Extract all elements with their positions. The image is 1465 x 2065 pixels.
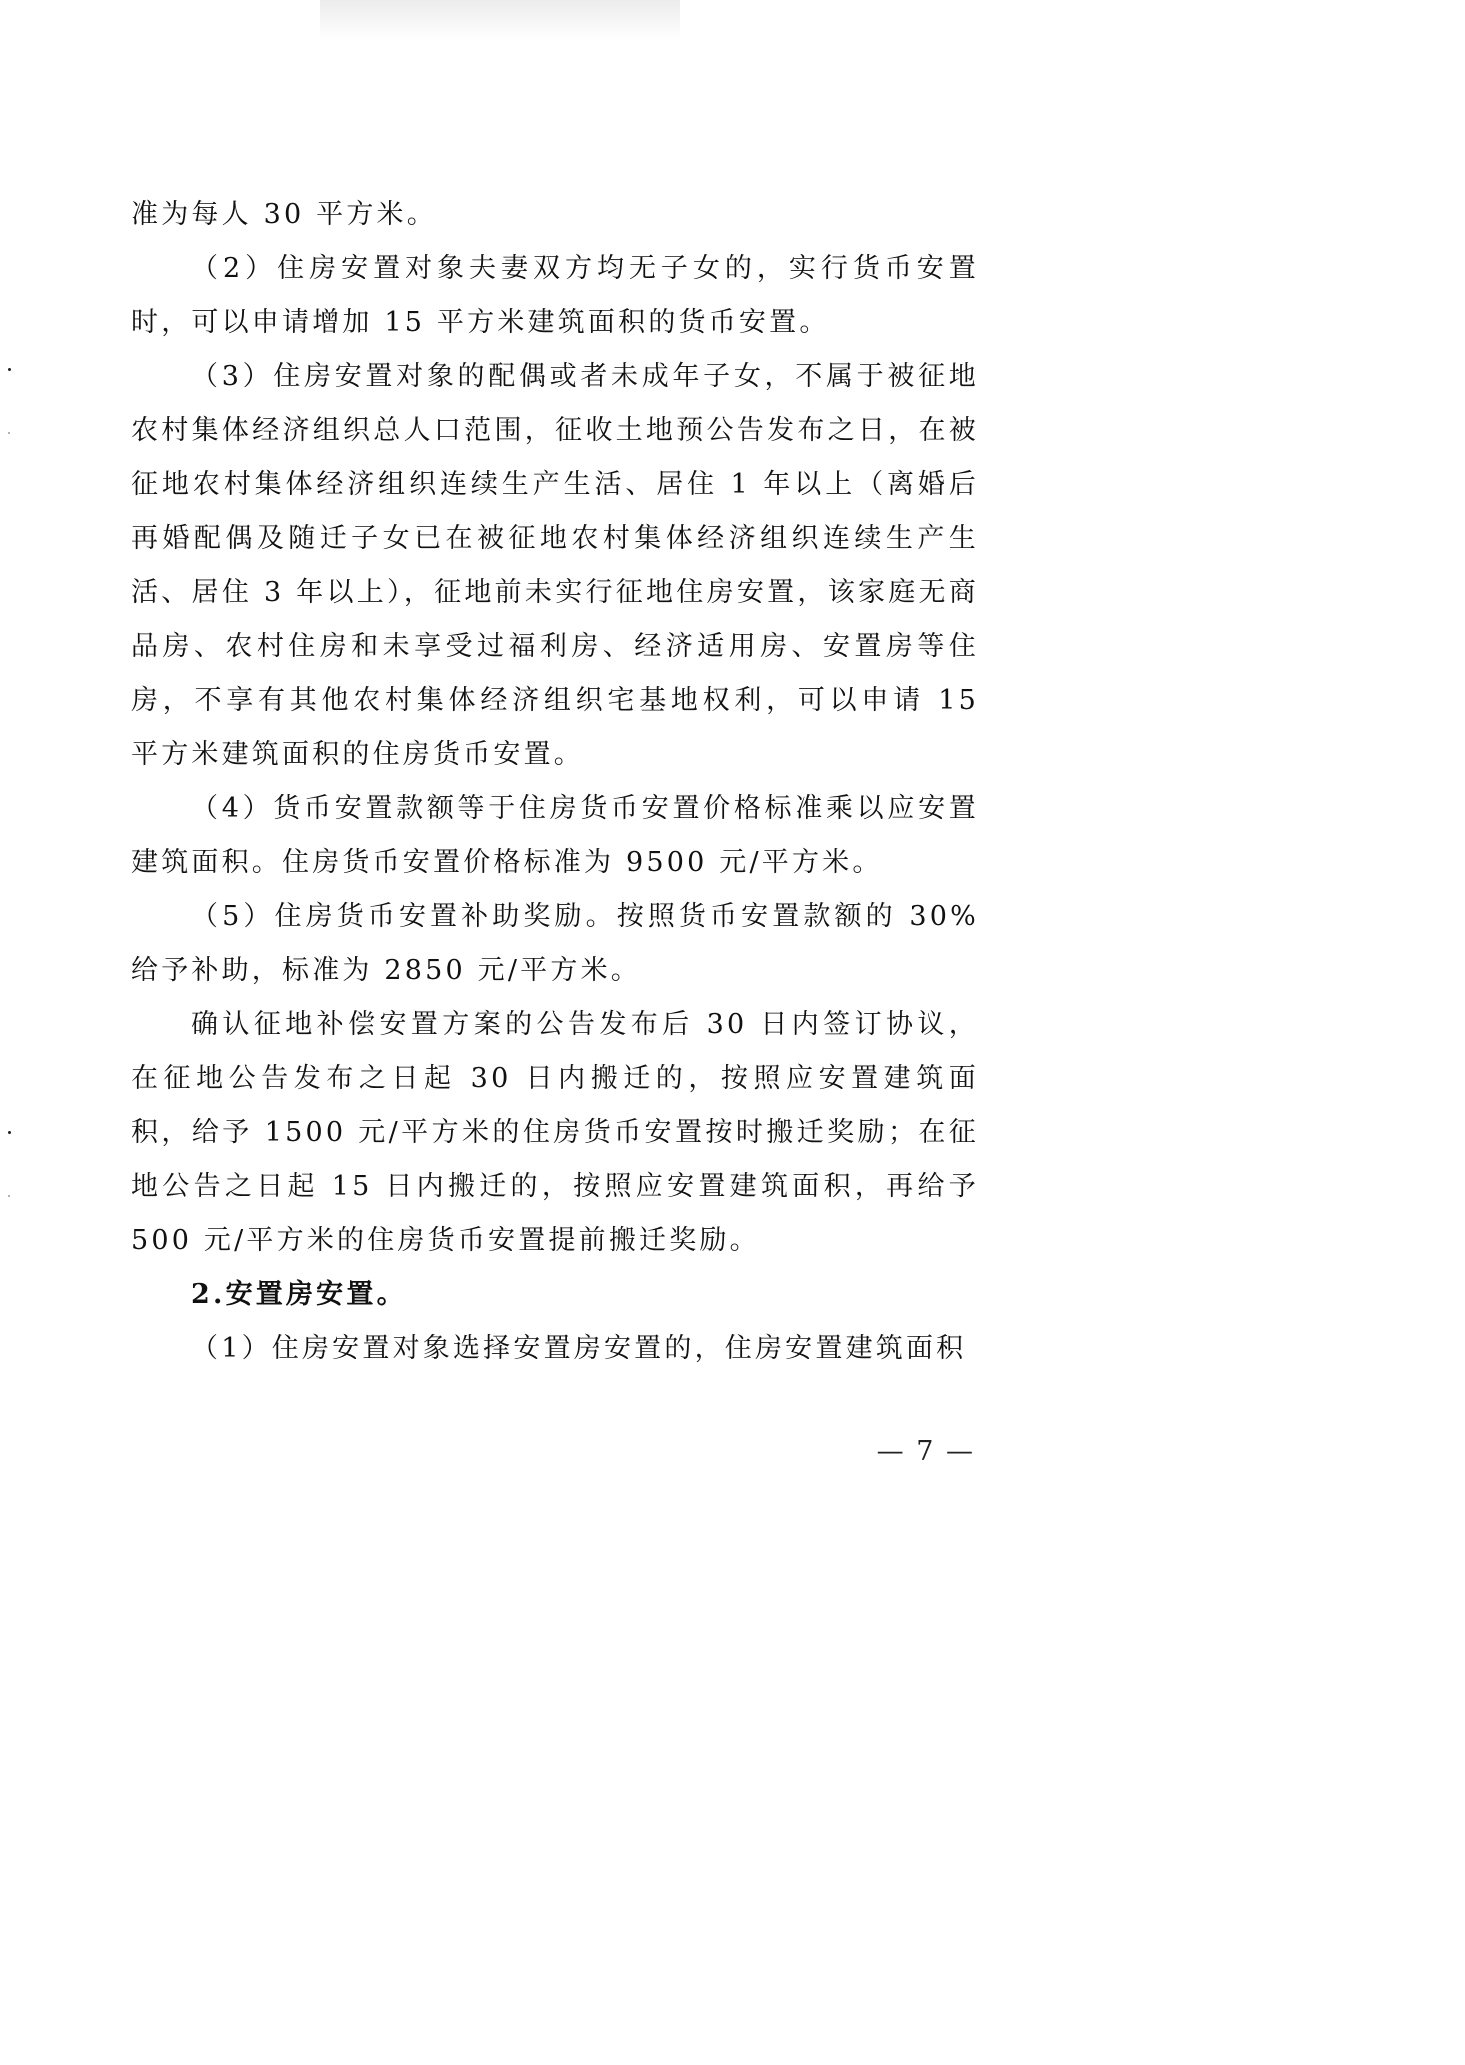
scan-margin-dot (8, 368, 11, 371)
section-heading: 2.安置房安置。 (191, 1279, 407, 1310)
scan-margin-dot (8, 1131, 11, 1134)
paragraph-resettlement-item-1: （1）住房安置对象选择安置房安置的，住房安置建筑面积 (191, 1333, 967, 1364)
scan-margin-dot (8, 1195, 10, 1197)
paragraph-item-3: （3）住房安置对象的配偶或者未成年子女，不属于被征地农村集体经济组织总人口范围，征收土地预公告发布之日，在被征地农村集体经济组织连续生产生活、居住 1 年以上（离婚后再婚配偶及随迁子女已在被征地农村集体经济组织连续生产生活、居住 3 年以上），征地前未实行征地住房安置，该家庭无商品房、农村住房和未享受过福利房、经济适用房、安置房等住房，不享有其他农村集体经济组织宅基地权利，可以申请 15 平方米建筑面积的住房货币安置。 (131, 361, 979, 770)
paragraph-item-4: （4）货币安置款额等于住房货币安置价格标准乘以应安置建筑面积。住房货币安置价格标准为 9500 元/平方米。 (131, 793, 979, 878)
paragraph-continuation: 准为每人 30 平方米。 (131, 199, 437, 230)
page-number: — 7 — (876, 1436, 975, 1467)
scan-margin-dot (8, 432, 10, 434)
body-text (131, 188, 979, 1376)
paragraph-relocation-reward: 确认征地补偿安置方案的公告发布后 30 日内签订协议，在征地公告发布之日起 30 日内搬迁的，按照应安置建筑面积，给予 1500 元/平方米的住房货币安置按时搬迁奖励；在征地公告之日起 15 日内搬迁的，按照应安置建筑面积，再给予 500 元/平方米的住房货币安置提前搬迁奖励。 (131, 1009, 979, 1256)
paragraph-item-2: （2）住房安置对象夫妻双方均无子女的，实行货币安置时，可以申请增加 15 平方米建筑面积的货币安置。 (131, 253, 979, 338)
scan-bleed-through (320, 0, 680, 40)
paragraph-item-5: （5）住房货币安置补助奖励。按照货币安置款额的 30%给予补助，标准为 2850 元/平方米。 (131, 901, 979, 986)
